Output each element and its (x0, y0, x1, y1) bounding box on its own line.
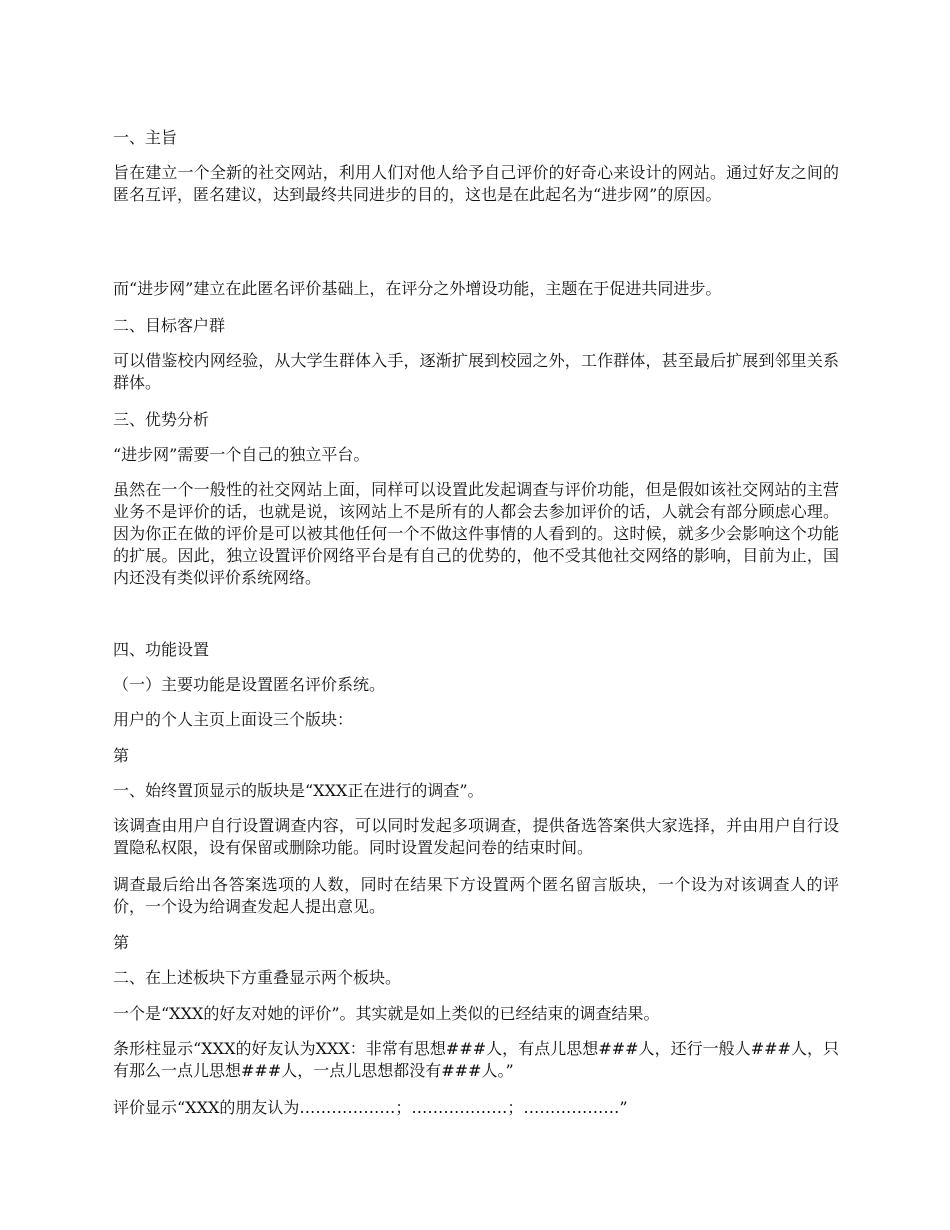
heading-purpose: 一、主旨 (113, 128, 178, 147)
heading-target-customers: 二、目标客户群 (113, 316, 226, 335)
heading-advantages: 三、优势分析 (113, 410, 210, 429)
heading-features: 四、功能设置 (113, 640, 210, 659)
paragraph-survey-settings: 该调查由用户自行设置调查内容，可以同时发起多项调查，提供备选答案供大家选择，并由用户自行设置隐私权限，设有保留或删除功能。同时设置发起问卷的结束时间。 (113, 816, 839, 857)
paragraph-evaluation-display: 评价显示“XXX的朋友认为………………；………………；………………” (113, 1098, 628, 1117)
paragraph-overlap-sections: 二、在上述板块下方重叠显示两个板块。 (113, 968, 402, 987)
paragraph-first-marker: 第 (113, 746, 130, 765)
paragraph-target-customers: 可以借鉴校内网经验，从大学生群体入手，逐渐扩展到校园之外，工作群体，甚至最后扩展到邻里关系群体。 (113, 351, 839, 392)
paragraph-survey-results: 调查最后给出各答案选项的人数，同时在结果下方设置两个匿名留言版块，一个设为对该调查人的评价，一个设为给调查发起人提出意见。 (113, 875, 839, 916)
paragraph-pinned-section: 一、始终置顶显示的版块是“XXX正在进行的调查”。 (113, 781, 484, 800)
paragraph-homepage-sections: 用户的个人主页上面设三个版块： (113, 710, 354, 729)
paragraph-independent-platform: “进步网”需要一个自己的独立平台。 (113, 445, 370, 464)
paragraph-purpose: 旨在建立一个全新的社交网站，利用人们对他人给予自己评价的好奇心来设计的网站。通过好友之间的匿名互评，匿名建议，达到最终共同进步的目的，这也是在此起名为“进步网”的原因。 (113, 163, 839, 204)
paragraph-second-marker: 第 (113, 933, 130, 952)
paragraph-advantages: 虽然在一个一般性的社交网站上面，同样可以设置此发起调查与评价功能，但是假如该社交网站的主营业务不是评价的话，也就是说，该网站上不是所有的人都会去参加评价的话，人就会有部分顾虑心理。因为你正在做的评价是可以被其他任何一个不做这件事情的人看到的。这时候，就多少会影响这个功能的扩展。因此，独立设置评价网络平台是有自己的优势的，他不受其他社交网络的影响，目前为止，国内还没有类似评价系统网络。 (113, 480, 839, 587)
paragraph-bar-display: 条形柱显示“XXX的好友认为XXX：非常有思想###人，有点儿思想###人，还行一般人###人，只有那么一点儿思想###人，一点儿思想都没有###人。” (113, 1039, 839, 1080)
paragraph-progress-net: 而“进步网”建立在此匿名评价基础上，在评分之外增设功能，主题在于促进共同进步。 (113, 279, 722, 298)
paragraph-friend-evaluation: 一个是“XXX的好友对她的评价”。其实就是如上类似的已经结束的调查结果。 (113, 1004, 660, 1023)
paragraph-main-feature: （一）主要功能是设置匿名评价系统。 (113, 675, 386, 694)
